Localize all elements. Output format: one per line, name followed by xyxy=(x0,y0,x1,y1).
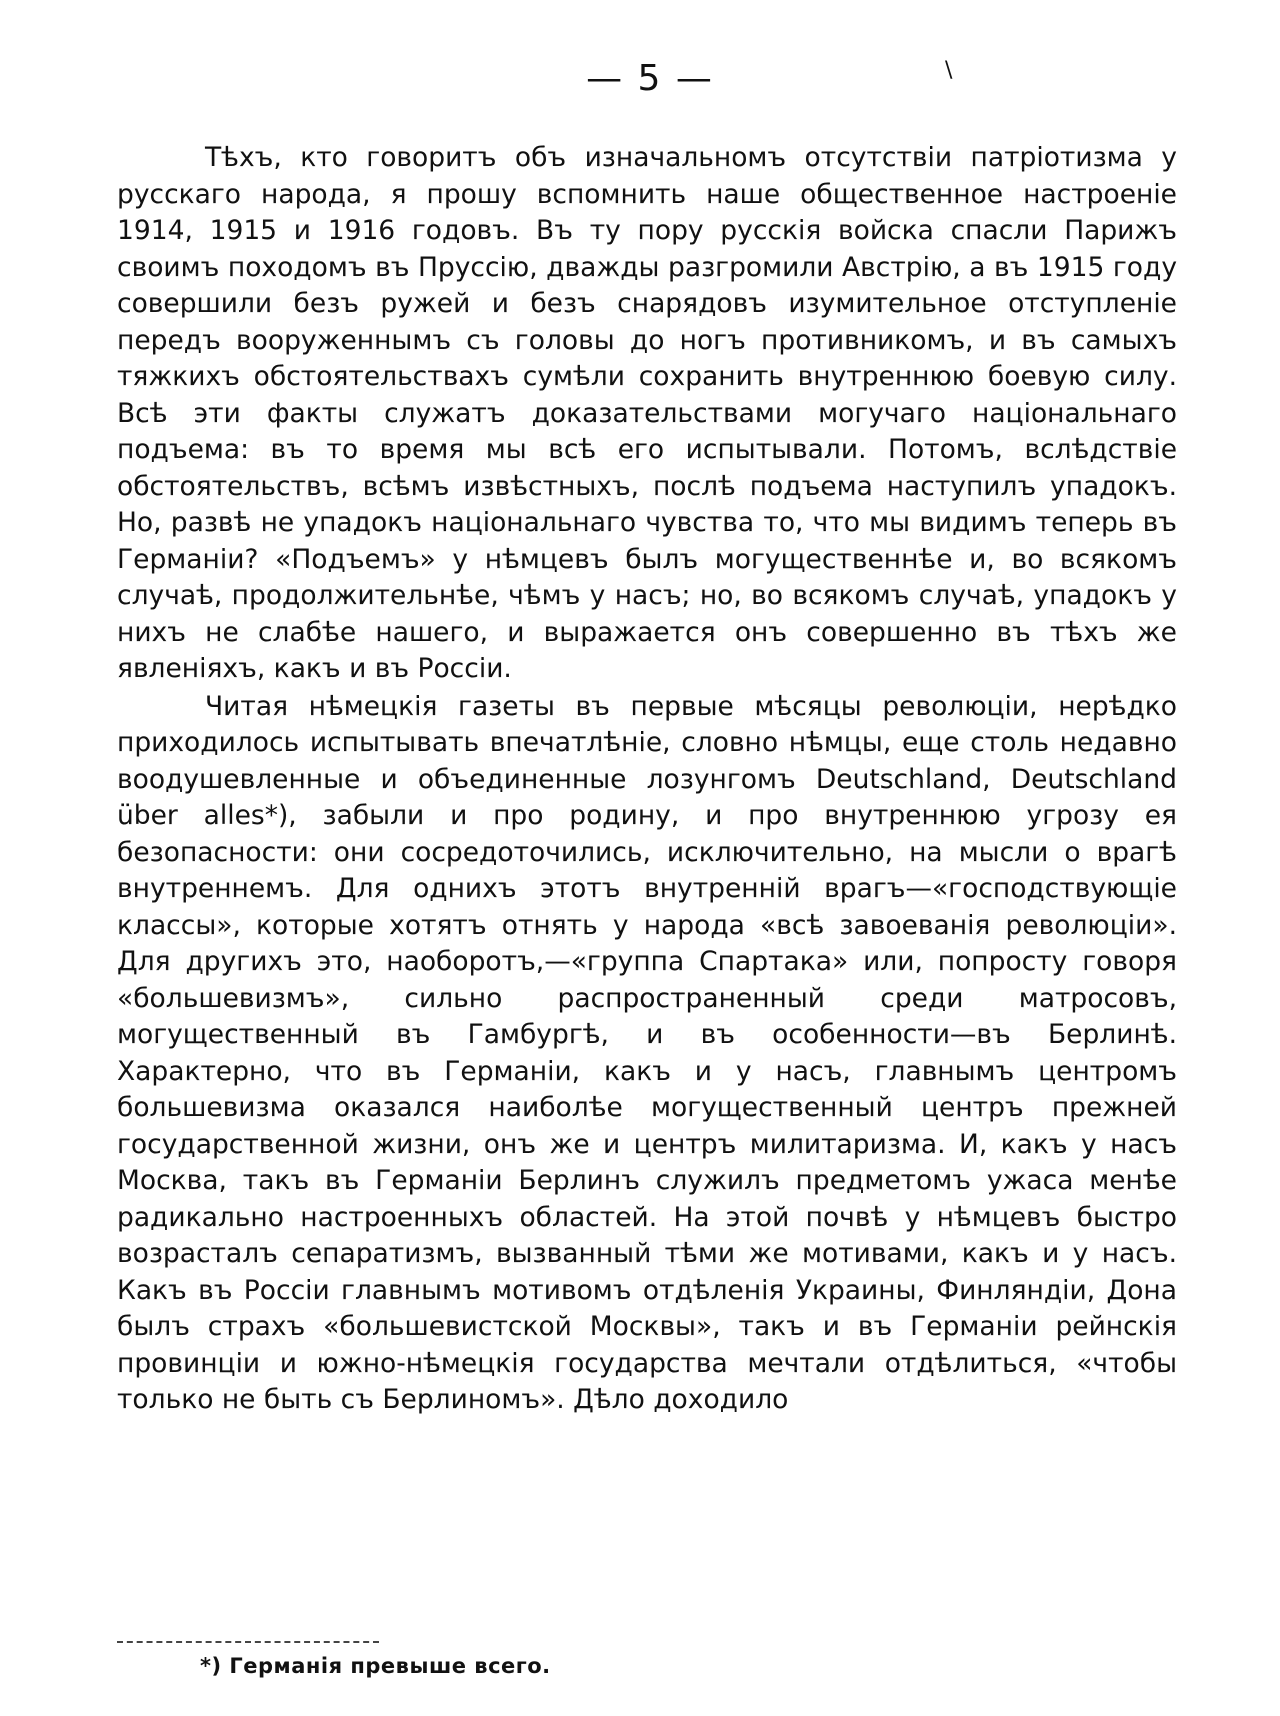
paragraph-1: Тѣхъ, кто говоритъ объ изначальномъ отсутствіи патріотизма у русскаго народа, я прошу вспомнить наше общественное настроеніе 1914, 1915 и 1916 годовъ. Въ ту пору русскія войска спасли Парижъ своимъ походомъ въ Пруссію, дважды разгромили Австрію, а въ 1915 году совершили безъ ружей и безъ снарядовъ изумительное отступленіе передъ вооруженнымъ съ головы до ногъ противникомъ, и въ самыхъ тяжкихъ обстоятельствахъ сумѣли сохранить внутреннюю боевую силу. Всѣ эти факты служатъ доказательствами могучаго національнаго подъема: въ то время мы всѣ его испытывали. Потомъ, вслѣдствіе обстоятельствъ, всѣмъ извѣстныхъ, послѣ подъема наступилъ упадокъ. Но, развѣ не упадокъ національнаго чувства то, что мы видимъ теперь въ Германіи? «Подъемъ» у нѣмцевъ былъ могущественнѣе и, во всякомъ случаѣ, продолжительнѣе, чѣмъ у насъ; но, во всякомъ случаѣ, упадокъ у нихъ не слабѣе нашего, и выражается онъ совершенно въ тѣхъ же явленіяхъ, какъ и въ Россіи. xyxy=(117,142,1177,684)
footnote-rule xyxy=(117,1641,379,1643)
stray-mark: \ xyxy=(945,58,953,83)
body-text xyxy=(117,140,1177,1419)
footnote: *) Германія превыше всего. xyxy=(200,1654,551,1678)
page-number: — 5 — xyxy=(586,58,714,99)
paragraph-2: Читая нѣмецкія газеты въ первые мѣсяцы революціи, нерѣдко приходилось испытывать впечатлѣніе, словно нѣмцы, еще столь недавно воодушевленные и объединенные лозунгомъ Deutschland, Deutschland über alles*), забыли и про родину, и про внутреннюю угрозу ея безопасности: они сосредоточились, исключительно, на мысли о врагѣ внутреннемъ. Для однихъ этотъ внутренній врагъ—«господствующіе классы», которые хотятъ отнять у народа «всѣ завоеванія революціи». Для другихъ это, наоборотъ,—«группа Спартака» или, попросту говоря «большевизмъ», сильно распространенный среди матросовъ, могущественный въ Гамбургѣ, и въ особенности—въ Берлинѣ. Характерно, что въ Германіи, какъ и у насъ, главнымъ центромъ большевизма оказался наиболѣе могущественный центръ прежней государственной жизни, онъ же и центръ милитаризма. И, какъ у насъ Москва, такъ въ Германіи Берлинъ служилъ предметомъ ужаса менѣе радикально настроенныхъ областей. На этой почвѣ у нѣмцевъ быстро возрасталъ сепаратизмъ, вызванный тѣми же мотивами, какъ и у насъ. Какъ въ Россіи главнымъ мотивомъ отдѣленія Украины, Финляндіи, Дона былъ страхъ «большевистской Москвы», такъ и въ Германіи рейнскія провинціи и южно-нѣмецкія государства мечтали отдѣлиться, «чтобы только не быть съ Берлиномъ». Дѣло доходило xyxy=(117,690,1177,1415)
